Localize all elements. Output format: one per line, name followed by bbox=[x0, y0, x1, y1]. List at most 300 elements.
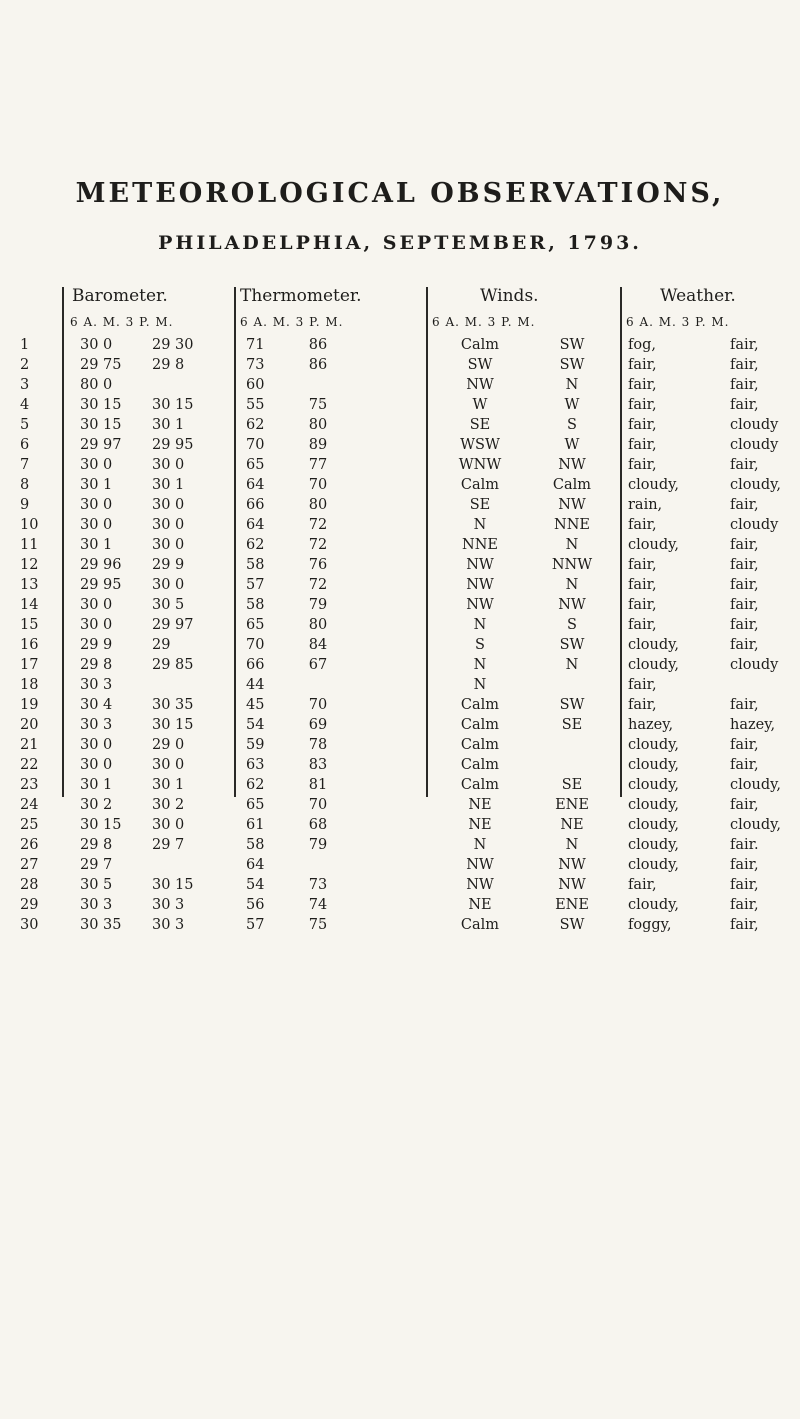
thermometer-pm: 79 bbox=[308, 837, 328, 853]
weather-pm: fair, bbox=[730, 877, 759, 893]
weather-pm: cloudy bbox=[730, 517, 779, 533]
barometer-am: 30 5 bbox=[80, 877, 113, 893]
barometer-am: 30 2 bbox=[80, 797, 113, 813]
weather-pm: fair, bbox=[730, 537, 759, 553]
barometer-am: 30 35 bbox=[80, 917, 122, 933]
day-number: 2 bbox=[20, 357, 30, 373]
wind-am: Calm bbox=[460, 777, 500, 793]
barometer-am: 29 96 bbox=[80, 557, 122, 573]
barometer-pm: 29 8 bbox=[152, 357, 185, 373]
wind-am: WSW bbox=[460, 437, 500, 453]
barometer-pm: 30 0 bbox=[152, 537, 185, 553]
weather-am: fair, bbox=[628, 457, 657, 473]
observations-table bbox=[0, 336, 800, 936]
wind-am: NW bbox=[466, 577, 494, 593]
thermometer-am: 62 bbox=[246, 777, 265, 793]
barometer-am: 30 0 bbox=[80, 337, 113, 353]
thermometer-am: 57 bbox=[246, 577, 265, 593]
weather-am: fair, bbox=[628, 877, 657, 893]
wind-am: N bbox=[473, 617, 487, 633]
wind-pm: ENE bbox=[555, 897, 589, 913]
weather-pm: cloudy bbox=[730, 437, 779, 453]
wind-pm: NW bbox=[558, 497, 586, 513]
subheader-winds: 6 A. M. 3 P. M. bbox=[432, 315, 536, 329]
thermometer-pm: 83 bbox=[308, 757, 328, 773]
weather-am: cloudy, bbox=[628, 797, 679, 813]
barometer-am: 29 95 bbox=[80, 577, 122, 593]
day-number: 24 bbox=[20, 797, 39, 813]
wind-am: NE bbox=[468, 797, 492, 813]
weather-pm: cloudy, bbox=[730, 777, 781, 793]
wind-pm: SW bbox=[559, 357, 585, 373]
thermometer-pm: 75 bbox=[308, 397, 328, 413]
table-row bbox=[0, 616, 800, 636]
barometer-pm: 30 15 bbox=[152, 397, 194, 413]
weather-pm: fair, bbox=[730, 577, 759, 593]
thermometer-pm: 70 bbox=[308, 477, 328, 493]
thermometer-am: 63 bbox=[246, 757, 265, 773]
barometer-am: 30 15 bbox=[80, 417, 122, 433]
weather-am: fair, bbox=[628, 677, 657, 693]
thermometer-pm: 78 bbox=[308, 737, 328, 753]
weather-am: fair, bbox=[628, 617, 657, 633]
day-number: 1 bbox=[20, 337, 30, 353]
thermometer-pm: 76 bbox=[308, 557, 328, 573]
thermometer-am: 62 bbox=[246, 537, 265, 553]
weather-am: cloudy, bbox=[628, 477, 679, 493]
thermometer-pm: 67 bbox=[308, 657, 328, 673]
thermometer-am: 56 bbox=[246, 897, 265, 913]
wind-pm: N bbox=[565, 537, 579, 553]
weather-am: foggy, bbox=[628, 917, 672, 933]
thermometer-pm: 80 bbox=[308, 417, 328, 433]
barometer-pm: 30 0 bbox=[152, 817, 185, 833]
barometer-am: 30 3 bbox=[80, 717, 113, 733]
barometer-pm: 30 1 bbox=[152, 417, 185, 433]
day-number: 19 bbox=[20, 697, 39, 713]
wind-am: Calm bbox=[460, 737, 500, 753]
wind-pm: SW bbox=[559, 637, 585, 653]
barometer-am: 30 4 bbox=[80, 697, 113, 713]
thermometer-am: 70 bbox=[246, 437, 265, 453]
thermometer-pm: 86 bbox=[308, 357, 328, 373]
weather-pm: cloudy bbox=[730, 417, 779, 433]
barometer-pm: 30 0 bbox=[152, 577, 185, 593]
thermometer-am: 58 bbox=[246, 837, 265, 853]
header-barometer: Barometer. bbox=[72, 286, 168, 306]
weather-am: cloudy, bbox=[628, 637, 679, 653]
day-number: 10 bbox=[20, 517, 39, 533]
wind-pm: S bbox=[567, 417, 577, 433]
thermometer-pm: 80 bbox=[308, 497, 328, 513]
weather-pm: fair, bbox=[730, 617, 759, 633]
weather-pm: fair, bbox=[730, 917, 759, 933]
wind-am: WNW bbox=[458, 457, 502, 473]
wind-pm: N bbox=[565, 377, 579, 393]
day-number: 20 bbox=[20, 717, 39, 733]
thermometer-am: 57 bbox=[246, 917, 265, 933]
wind-pm: NNW bbox=[551, 557, 593, 573]
table-row bbox=[0, 476, 800, 496]
thermometer-pm: 79 bbox=[308, 597, 328, 613]
barometer-am: 29 75 bbox=[80, 357, 122, 373]
table-row bbox=[0, 736, 800, 756]
thermometer-am: 62 bbox=[246, 417, 265, 433]
day-number: 14 bbox=[20, 597, 39, 613]
barometer-pm: 30 1 bbox=[152, 777, 185, 793]
subheader-barometer: 6 A. M. 3 P. M. bbox=[70, 315, 174, 329]
barometer-pm: 29 30 bbox=[152, 337, 194, 353]
thermometer-am: 66 bbox=[246, 657, 265, 673]
thermometer-am: 45 bbox=[246, 697, 265, 713]
thermometer-pm: 68 bbox=[308, 817, 328, 833]
weather-am: fog, bbox=[628, 337, 656, 353]
table-row bbox=[0, 656, 800, 676]
thermometer-am: 65 bbox=[246, 797, 265, 813]
barometer-pm: 30 35 bbox=[152, 697, 194, 713]
day-number: 9 bbox=[20, 497, 30, 513]
table-row bbox=[0, 836, 800, 856]
thermometer-am: 44 bbox=[246, 677, 265, 693]
weather-am: fair, bbox=[628, 377, 657, 393]
weather-am: cloudy, bbox=[628, 657, 679, 673]
table-row bbox=[0, 916, 800, 936]
thermometer-am: 60 bbox=[246, 377, 265, 393]
barometer-pm: 29 95 bbox=[152, 437, 194, 453]
barometer-am: 30 0 bbox=[80, 597, 113, 613]
table-row bbox=[0, 756, 800, 776]
wind-am: NW bbox=[466, 857, 494, 873]
wind-am: N bbox=[473, 657, 487, 673]
weather-pm: fair, bbox=[730, 597, 759, 613]
wind-am: NW bbox=[466, 557, 494, 573]
table-row bbox=[0, 896, 800, 916]
wind-am: NW bbox=[466, 377, 494, 393]
thermometer-pm: 69 bbox=[308, 717, 328, 733]
day-number: 21 bbox=[20, 737, 39, 753]
weather-pm: cloudy, bbox=[730, 817, 781, 833]
header-thermometer: Thermometer. bbox=[240, 286, 362, 306]
barometer-am: 30 1 bbox=[80, 777, 113, 793]
barometer-pm: 30 0 bbox=[152, 517, 185, 533]
wind-pm: NE bbox=[560, 817, 584, 833]
day-number: 5 bbox=[20, 417, 30, 433]
weather-am: fair, bbox=[628, 557, 657, 573]
header-weather: Weather. bbox=[660, 286, 736, 306]
wind-pm: Calm bbox=[552, 477, 592, 493]
weather-pm: fair, bbox=[730, 557, 759, 573]
thermometer-pm: 84 bbox=[308, 637, 328, 653]
header-winds: Winds. bbox=[480, 286, 539, 306]
weather-pm: fair, bbox=[730, 497, 759, 513]
weather-am: fair, bbox=[628, 517, 657, 533]
wind-am: N bbox=[473, 517, 487, 533]
weather-am: fair, bbox=[628, 597, 657, 613]
thermometer-pm: 72 bbox=[308, 577, 328, 593]
day-number: 17 bbox=[20, 657, 39, 673]
wind-am: S bbox=[475, 637, 485, 653]
barometer-pm: 29 bbox=[152, 637, 171, 653]
weather-am: cloudy, bbox=[628, 897, 679, 913]
barometer-am: 29 8 bbox=[80, 657, 113, 673]
weather-pm: fair, bbox=[730, 737, 759, 753]
barometer-am: 30 1 bbox=[80, 537, 113, 553]
thermometer-pm: 74 bbox=[308, 897, 328, 913]
day-number: 16 bbox=[20, 637, 39, 653]
wind-am: Calm bbox=[460, 917, 500, 933]
wind-am: SE bbox=[469, 497, 491, 513]
thermometer-am: 66 bbox=[246, 497, 265, 513]
day-number: 25 bbox=[20, 817, 39, 833]
table-row bbox=[0, 716, 800, 736]
wind-am: SE bbox=[469, 417, 491, 433]
barometer-am: 30 3 bbox=[80, 677, 113, 693]
weather-am: fair, bbox=[628, 357, 657, 373]
weather-pm: cloudy, bbox=[730, 477, 781, 493]
page-title: METEOROLOGICAL OBSERVATIONS, bbox=[75, 178, 725, 209]
table-row bbox=[0, 596, 800, 616]
thermometer-am: 59 bbox=[246, 737, 265, 753]
day-number: 11 bbox=[20, 537, 39, 553]
table-row bbox=[0, 816, 800, 836]
wind-pm: SE bbox=[561, 777, 583, 793]
wind-pm: SE bbox=[561, 717, 583, 733]
weather-pm: fair, bbox=[730, 377, 759, 393]
wind-am: Calm bbox=[460, 337, 500, 353]
barometer-am: 29 97 bbox=[80, 437, 122, 453]
weather-pm: fair. bbox=[730, 837, 759, 853]
barometer-am: 29 9 bbox=[80, 637, 113, 653]
wind-pm: ENE bbox=[555, 797, 589, 813]
barometer-am: 30 3 bbox=[80, 897, 113, 913]
thermometer-pm: 70 bbox=[308, 697, 328, 713]
wind-am: NW bbox=[466, 877, 494, 893]
weather-am: fair, bbox=[628, 417, 657, 433]
weather-am: hazey, bbox=[628, 717, 674, 733]
thermometer-am: 65 bbox=[246, 617, 265, 633]
barometer-pm: 30 0 bbox=[152, 497, 185, 513]
barometer-am: 30 0 bbox=[80, 617, 113, 633]
table-row bbox=[0, 536, 800, 556]
thermometer-pm: 77 bbox=[308, 457, 328, 473]
weather-am: fair, bbox=[628, 577, 657, 593]
weather-pm: fair, bbox=[730, 397, 759, 413]
thermometer-pm: 72 bbox=[308, 517, 328, 533]
barometer-am: 30 0 bbox=[80, 497, 113, 513]
weather-am: cloudy, bbox=[628, 777, 679, 793]
table-row bbox=[0, 496, 800, 516]
wind-pm: NW bbox=[558, 597, 586, 613]
wind-pm: W bbox=[564, 437, 580, 453]
thermometer-am: 70 bbox=[246, 637, 265, 653]
thermometer-am: 54 bbox=[246, 877, 265, 893]
day-number: 26 bbox=[20, 837, 39, 853]
weather-am: cloudy, bbox=[628, 757, 679, 773]
barometer-pm: 29 7 bbox=[152, 837, 185, 853]
barometer-am: 80 0 bbox=[80, 377, 113, 393]
subheader-weather: 6 A. M. 3 P. M. bbox=[626, 315, 730, 329]
barometer-pm: 29 9 bbox=[152, 557, 185, 573]
wind-am: Calm bbox=[460, 717, 500, 733]
wind-am: W bbox=[472, 397, 488, 413]
table-row bbox=[0, 416, 800, 436]
thermometer-am: 64 bbox=[246, 517, 265, 533]
weather-pm: fair, bbox=[730, 757, 759, 773]
barometer-pm: 30 2 bbox=[152, 797, 185, 813]
wind-pm: SW bbox=[559, 917, 585, 933]
thermometer-pm: 86 bbox=[308, 337, 328, 353]
barometer-am: 30 0 bbox=[80, 757, 113, 773]
weather-am: cloudy, bbox=[628, 837, 679, 853]
thermometer-pm: 81 bbox=[308, 777, 328, 793]
weather-am: fair, bbox=[628, 397, 657, 413]
weather-am: cloudy, bbox=[628, 817, 679, 833]
weather-am: fair, bbox=[628, 437, 657, 453]
thermometer-pm: 89 bbox=[308, 437, 328, 453]
day-number: 27 bbox=[20, 857, 39, 873]
wind-pm: SW bbox=[559, 337, 585, 353]
weather-pm: fair, bbox=[730, 357, 759, 373]
day-number: 22 bbox=[20, 757, 39, 773]
weather-pm: fair, bbox=[730, 637, 759, 653]
barometer-am: 30 0 bbox=[80, 517, 113, 533]
wind-am: SW bbox=[467, 357, 493, 373]
weather-am: cloudy, bbox=[628, 537, 679, 553]
table-row bbox=[0, 356, 800, 376]
barometer-am: 29 7 bbox=[80, 857, 113, 873]
page-subtitle: PHILADELPHIA, SEPTEMBER, 1793. bbox=[158, 232, 642, 254]
wind-am: NW bbox=[466, 597, 494, 613]
thermometer-am: 58 bbox=[246, 597, 265, 613]
thermometer-am: 55 bbox=[246, 397, 265, 413]
barometer-am: 30 0 bbox=[80, 737, 113, 753]
wind-am: NNE bbox=[462, 537, 498, 553]
table-row bbox=[0, 436, 800, 456]
wind-am: N bbox=[473, 677, 487, 693]
barometer-pm: 29 0 bbox=[152, 737, 185, 753]
barometer-am: 29 8 bbox=[80, 837, 113, 853]
wind-pm: N bbox=[565, 837, 579, 853]
barometer-am: 30 15 bbox=[80, 817, 122, 833]
barometer-pm: 29 85 bbox=[152, 657, 194, 673]
weather-pm: hazey, bbox=[730, 717, 776, 733]
table-row bbox=[0, 856, 800, 876]
table-row bbox=[0, 516, 800, 536]
table-row bbox=[0, 796, 800, 816]
table-row bbox=[0, 576, 800, 596]
day-number: 8 bbox=[20, 477, 30, 493]
barometer-am: 30 1 bbox=[80, 477, 113, 493]
wind-pm: NNE bbox=[554, 517, 590, 533]
wind-am: Calm bbox=[460, 697, 500, 713]
weather-pm: cloudy bbox=[730, 657, 779, 673]
wind-pm: S bbox=[567, 617, 577, 633]
weather-pm: fair, bbox=[730, 857, 759, 873]
barometer-pm: 30 5 bbox=[152, 597, 185, 613]
wind-pm: W bbox=[564, 397, 580, 413]
wind-am: NE bbox=[468, 897, 492, 913]
barometer-pm: 30 3 bbox=[152, 897, 185, 913]
thermometer-pm: 70 bbox=[308, 797, 328, 813]
thermometer-am: 64 bbox=[246, 477, 265, 493]
weather-am: fair, bbox=[628, 697, 657, 713]
thermometer-am: 61 bbox=[246, 817, 265, 833]
barometer-pm: 30 0 bbox=[152, 457, 185, 473]
thermometer-pm: 75 bbox=[308, 917, 328, 933]
barometer-pm: 30 0 bbox=[152, 757, 185, 773]
wind-pm: SW bbox=[559, 697, 585, 713]
table-row bbox=[0, 876, 800, 896]
wind-pm: N bbox=[565, 577, 579, 593]
day-number: 6 bbox=[20, 437, 30, 453]
wind-pm: NW bbox=[558, 857, 586, 873]
day-number: 30 bbox=[20, 917, 39, 933]
table-row bbox=[0, 676, 800, 696]
thermometer-am: 64 bbox=[246, 857, 265, 873]
thermometer-am: 54 bbox=[246, 717, 265, 733]
day-number: 28 bbox=[20, 877, 39, 893]
table-row bbox=[0, 376, 800, 396]
table-row bbox=[0, 336, 800, 356]
table-row bbox=[0, 696, 800, 716]
day-number: 13 bbox=[20, 577, 39, 593]
day-number: 12 bbox=[20, 557, 39, 573]
day-number: 29 bbox=[20, 897, 39, 913]
table-row bbox=[0, 396, 800, 416]
day-number: 4 bbox=[20, 397, 30, 413]
day-number: 23 bbox=[20, 777, 39, 793]
weather-pm: fair, bbox=[730, 337, 759, 353]
wind-pm: NW bbox=[558, 457, 586, 473]
thermometer-am: 58 bbox=[246, 557, 265, 573]
wind-pm: NW bbox=[558, 877, 586, 893]
table-row bbox=[0, 636, 800, 656]
wind-am: N bbox=[473, 837, 487, 853]
wind-am: NE bbox=[468, 817, 492, 833]
barometer-pm: 30 15 bbox=[152, 877, 194, 893]
table-row bbox=[0, 556, 800, 576]
weather-pm: fair, bbox=[730, 897, 759, 913]
weather-am: cloudy, bbox=[628, 737, 679, 753]
thermometer-pm: 73 bbox=[308, 877, 328, 893]
thermometer-am: 71 bbox=[246, 337, 265, 353]
weather-pm: fair, bbox=[730, 797, 759, 813]
subheader-thermometer: 6 A. M. 3 P. M. bbox=[240, 315, 344, 329]
barometer-am: 30 15 bbox=[80, 397, 122, 413]
thermometer-am: 65 bbox=[246, 457, 265, 473]
day-number: 3 bbox=[20, 377, 30, 393]
weather-am: rain, bbox=[628, 497, 663, 513]
weather-pm: fair, bbox=[730, 697, 759, 713]
day-number: 18 bbox=[20, 677, 39, 693]
barometer-pm: 29 97 bbox=[152, 617, 194, 633]
barometer-pm: 30 1 bbox=[152, 477, 185, 493]
thermometer-pm: 72 bbox=[308, 537, 328, 553]
thermometer-am: 73 bbox=[246, 357, 265, 373]
barometer-pm: 30 15 bbox=[152, 717, 194, 733]
day-number: 7 bbox=[20, 457, 30, 473]
barometer-am: 30 0 bbox=[80, 457, 113, 473]
barometer-pm: 30 3 bbox=[152, 917, 185, 933]
day-number: 15 bbox=[20, 617, 39, 633]
table-row bbox=[0, 456, 800, 476]
thermometer-pm: 80 bbox=[308, 617, 328, 633]
wind-am: Calm bbox=[460, 757, 500, 773]
wind-pm: N bbox=[565, 657, 579, 673]
weather-am: cloudy, bbox=[628, 857, 679, 873]
weather-pm: fair, bbox=[730, 457, 759, 473]
table-row bbox=[0, 776, 800, 796]
